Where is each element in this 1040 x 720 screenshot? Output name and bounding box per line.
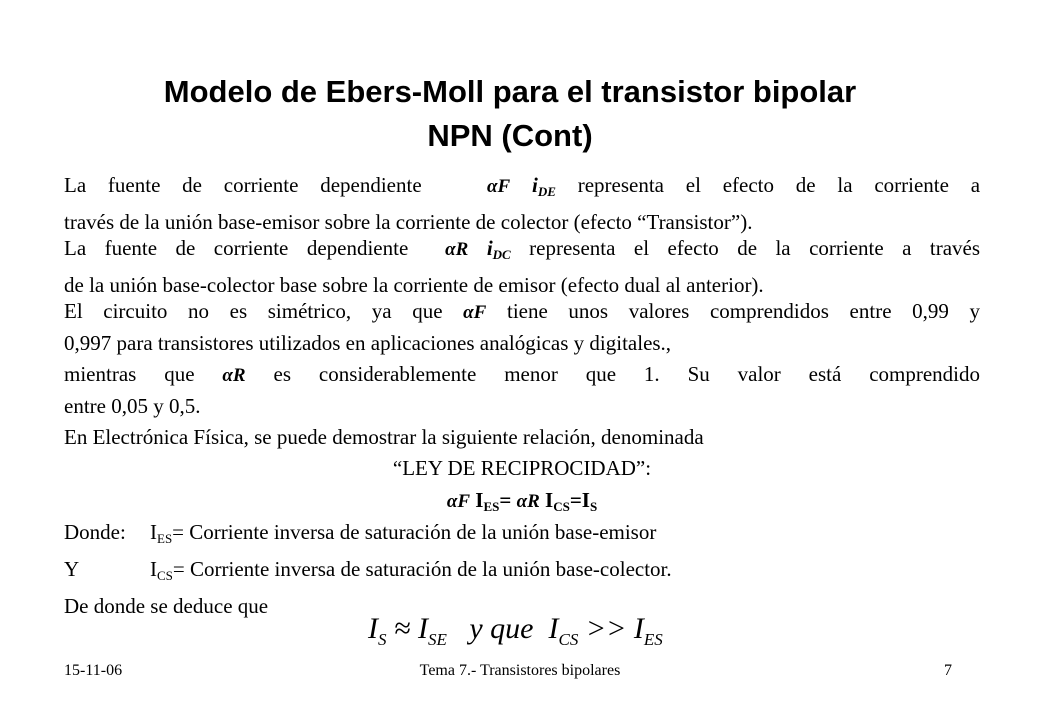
p1-current-symbol: i xyxy=(532,173,538,197)
definition-text xyxy=(150,554,672,591)
definition-subscript: CS xyxy=(157,568,173,583)
p5-law-name: “LEY DE RECIPROCIDAD”: xyxy=(392,456,652,480)
formula-i-s-subscript: S xyxy=(589,499,598,514)
paragraph-reciprocity xyxy=(64,422,980,484)
definition-row xyxy=(64,517,980,554)
formula-i-es-symbol: I xyxy=(475,488,484,512)
p2-post: representa el efecto de la corriente a través xyxy=(529,236,981,260)
p2-line2: de la unión base-colector base sobre la corriente de emisor (efecto dual al anterior). xyxy=(64,273,764,297)
definition-description: = Corriente inversa de saturación de la unión base-colector. xyxy=(172,557,672,581)
p1-alpha-symbol: αF xyxy=(487,176,511,197)
ff-is: I xyxy=(368,612,378,645)
ff-much-greater: >> xyxy=(585,612,627,645)
footer-page-number: 7 xyxy=(944,662,952,679)
footer-topic: Tema 7.- Transistores bipolares xyxy=(419,662,621,679)
conclusion-text: De donde se deduce que xyxy=(64,594,269,618)
definition-subscript: ES xyxy=(157,531,173,546)
ff-approx: ≈ xyxy=(394,612,411,645)
formula-i-cs-subscript: CS xyxy=(553,499,570,514)
ff-ies: I xyxy=(633,612,644,645)
formula-equals-2: =I xyxy=(569,488,590,512)
paragraph-alpha-r-value xyxy=(64,359,980,422)
paragraph-alpha-r-source xyxy=(64,233,980,301)
formula-alpha-f: αF xyxy=(446,491,470,512)
p2-alpha-symbol: αR xyxy=(445,239,469,260)
formula-i-cs-symbol: I xyxy=(545,488,554,512)
p1-line2: través de la unión base-emisor sobre la corriente de colector (efecto “Transistor”). xyxy=(64,210,753,234)
final-formula xyxy=(368,612,663,650)
formula-alpha-r: αR xyxy=(516,491,540,512)
p3-pre: El circuito no es simétrico, ya que xyxy=(64,299,443,323)
p2-current-symbol: i xyxy=(486,236,493,260)
ff-y-que: y que xyxy=(469,612,534,645)
p1-current-subscript: DE xyxy=(537,184,556,199)
ff-ies-subscript: ES xyxy=(643,630,663,649)
p5-line1: En Electrónica Física, se puede demostrar la siguiente relación, denominada xyxy=(64,425,704,449)
slide-title xyxy=(60,70,960,158)
formula-i-es-subscript: ES xyxy=(483,499,500,514)
ff-ics-subscript: CS xyxy=(558,630,579,649)
p1-pre: La fuente de corriente dependiente xyxy=(64,173,422,197)
p4-alpha-symbol: αR xyxy=(222,365,246,386)
slide-title-line2: NPN (Cont) xyxy=(427,118,593,153)
definition-key: Donde: xyxy=(64,520,126,544)
ff-ise: I xyxy=(417,612,428,645)
p4-line2: entre 0,05 y 0,5. xyxy=(64,394,201,418)
footer-date: 15-11-06 xyxy=(64,662,123,679)
definition-text xyxy=(150,517,656,554)
ff-ics: I xyxy=(548,612,559,645)
p4-pre: mientras que xyxy=(64,362,195,386)
paragraph-alpha-f-source xyxy=(64,170,980,238)
definition-symbol: I xyxy=(150,557,157,581)
paragraph-asymmetry xyxy=(64,296,980,359)
definition-description: = Corriente inversa de saturación de la unión base-emisor xyxy=(172,520,657,544)
p3-alpha-symbol: αF xyxy=(463,302,487,323)
slide-title-line1: Modelo de Ebers-Moll para el transistor bipolar xyxy=(163,74,857,109)
p1-post: representa el efecto de la corriente a xyxy=(577,173,981,197)
definition-key: Y xyxy=(64,557,80,581)
ff-ise-subscript: SE xyxy=(427,630,447,649)
ff-is-subscript: S xyxy=(378,630,387,649)
p3-line2: 0,997 para transistores utilizados en aplicaciones analógicas y digitales., xyxy=(64,331,672,355)
definition-row xyxy=(64,554,980,591)
definitions-list xyxy=(64,517,980,622)
p2-current-subscript: DC xyxy=(492,247,511,262)
p4-post: es considerablemente menor que 1. Su valor está comprendido xyxy=(273,362,981,386)
p3-post: tiene unos valores comprendidos entre 0,99 y xyxy=(506,299,981,323)
formula-equals-1: = xyxy=(499,488,517,512)
definition-symbol: I xyxy=(150,520,157,544)
p2-pre: La fuente de corriente dependiente xyxy=(64,236,409,260)
